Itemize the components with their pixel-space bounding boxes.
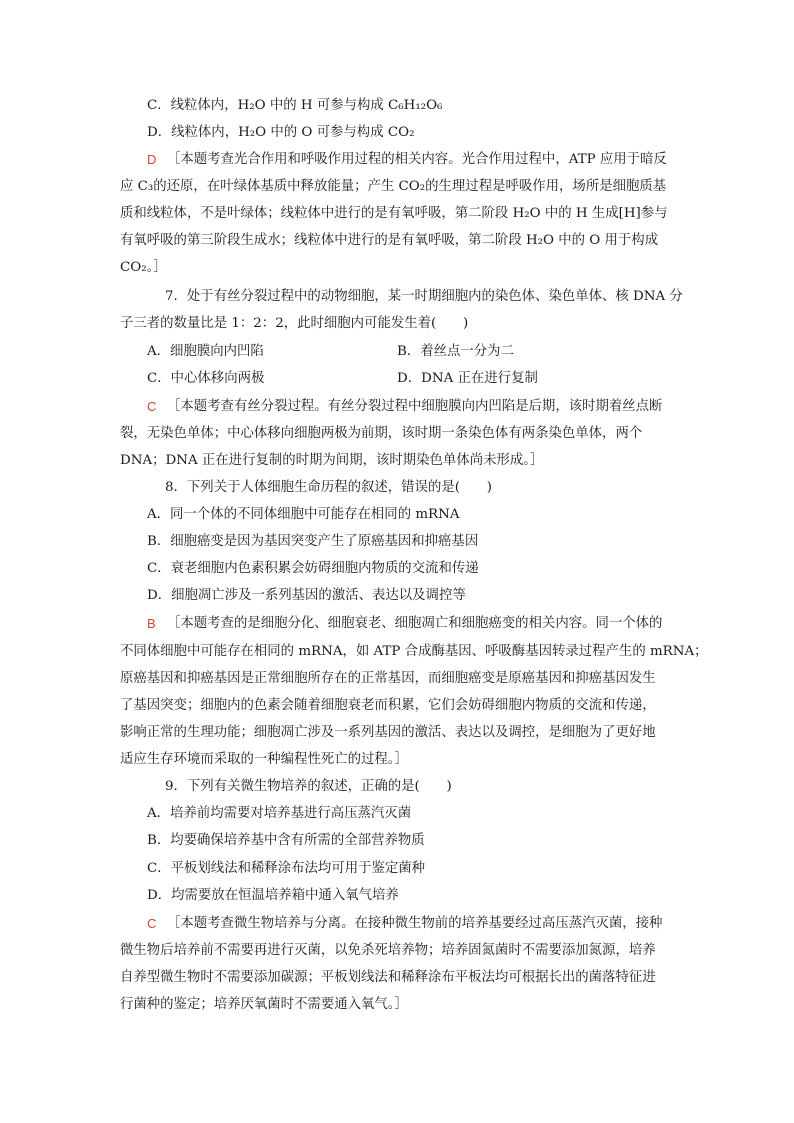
q9-option-c: C．平板划线法和稀释涂布法均可用于鉴定菌种 bbox=[147, 861, 426, 876]
q9-answer-letter: C bbox=[147, 916, 157, 931]
q6-answer-letter: D bbox=[147, 152, 157, 167]
q8-option-c: C．衰老细胞内色素积累会妨碍细胞内物质的交流和传递 bbox=[147, 561, 479, 576]
q8-option-a: A．同一个体的不同体细胞中可能存在相同的 mRNA bbox=[147, 507, 460, 522]
q6-explanation-line: 应 C₃的还原，在叶绿体基质中释放能量；产生 CO₂的生理过程是呼吸作用，场所是细胞质基 bbox=[120, 179, 667, 194]
q9-option-a: A．培养前均需要对培养基进行高压蒸汽灭菌 bbox=[147, 806, 412, 821]
q8-explanation-line: 了基因突变；细胞内的色素会随着细胞衰老而积累，它们会妨碍细胞内物质的交流和传递， bbox=[120, 698, 656, 713]
q6-explanation-line: 有氧呼吸的第三阶段生成水；线粒体中进行的是有氧呼吸，第二阶段 H₂O 中的 O 用于构成 bbox=[120, 233, 659, 248]
q9-explanation-line: ［本题考查微生物培养与分离。在接种微生物前的培养基要经过高压蒸汽灭菌，接种 bbox=[167, 916, 663, 931]
q9-explanation-line: 微生物后培养前不需要再进行灭菌，以免杀死培养物；培养固氮菌时不需要添加氮源，培养 bbox=[120, 943, 656, 958]
q9-option-b: B．均要确保培养基中含有所需的全部营养物质 bbox=[147, 833, 425, 848]
q8-option-d: D．细胞凋亡涉及一系列基因的激活、表达以及调控等 bbox=[147, 588, 466, 603]
q7-explanation-line: ［本题考查有丝分裂过程。有丝分裂过程中细胞膜向内凹陷是后期，该时期着丝点断 bbox=[167, 399, 663, 414]
q6-explanation-line: CO₂。］ bbox=[120, 260, 167, 275]
q9-option-d: D．均需要放在恒温培养箱中通入氧气培养 bbox=[147, 888, 399, 903]
q7-option-c: C．中心体移向两极 bbox=[147, 371, 265, 386]
q7-option-d: D．DNA 正在进行复制 bbox=[397, 371, 538, 386]
q9-stem: 9．下列有关微生物培养的叙述，正确的是( ) bbox=[165, 779, 452, 794]
q8-explanation-line: 不同体细胞中可能存在相同的 mRNA，如 ATP 合成酶基因、呼吸酶基因转录过程产生的 mRNA； bbox=[120, 644, 708, 659]
q8-explanation-line: 适应生存环境而采取的一种编程性死亡的过程。］ bbox=[120, 752, 408, 767]
q8-option-b: B．细胞癌变是因为基因突变产生了原癌基因和抑癌基因 bbox=[147, 534, 479, 549]
q7-stem-line: 7．处于有丝分裂过程中的动物细胞，某一时期细胞内的染色体、染色单体、核 DNA 分 bbox=[165, 289, 683, 304]
q6-option-c: C．线粒体内，H₂O 中的 H 可参与构成 C₆H₁₂O₆ bbox=[147, 98, 443, 113]
q7-option-b: B．着丝点一分为二 bbox=[397, 344, 514, 359]
q8-answer-letter: B bbox=[147, 616, 156, 631]
q6-option-d: D．线粒体内，H₂O 中的 O 可参与构成 CO₂ bbox=[147, 125, 415, 140]
q6-explanation-line: ［本题考查光合作用和呼吸作用过程的相关内容。光合作用过程中，ATP 应用于暗反 bbox=[167, 152, 667, 167]
q7-option-a: A．细胞膜向内凹陷 bbox=[147, 344, 264, 359]
q9-explanation-line: 行菌种的鉴定；培养厌氧菌时不需要通入氧气。］ bbox=[120, 997, 408, 1012]
q7-stem-line: 子三者的数量比是 1：2：2，此时细胞内可能发生着( ) bbox=[120, 316, 469, 331]
q7-explanation-line: DNA；DNA 正在进行复制的时期为间期，该时期染色单体尚未形成。］ bbox=[120, 453, 544, 468]
q8-explanation-line: ［本题考查的是细胞分化、细胞衰老、细胞凋亡和细胞癌变的相关内容。同一个体的 bbox=[167, 616, 663, 631]
q7-answer-letter: C bbox=[147, 399, 157, 414]
q8-explanation-line: 影响正常的生理功能；细胞凋亡涉及一系列基因的激活、表达以及调控，是细胞为了更好地 bbox=[120, 725, 656, 740]
q7-explanation-line: 裂，无染色单体；中心体移向细胞两极为前期，该时期一条染色体有两条染色单体，两个 bbox=[120, 426, 643, 441]
q8-explanation-line: 原癌基因和抑癌基因是正常细胞所存在的正常基因，而细胞癌变是原癌基因和抑癌基因发生 bbox=[120, 671, 656, 686]
q6-explanation-line: 质和线粒体，不是叶绿体；线粒体中进行的是有氧呼吸，第二阶段 H₂O 中的 H 生成[H]参与 bbox=[120, 206, 668, 221]
q9-explanation-line: 自养型微生物时不需要添加碳源；平板划线法和稀释涂布平板法均可根据长出的菌落特征进 bbox=[120, 970, 656, 985]
q8-stem: 8．下列关于人体细胞生命历程的叙述，错误的是( ) bbox=[165, 480, 492, 495]
